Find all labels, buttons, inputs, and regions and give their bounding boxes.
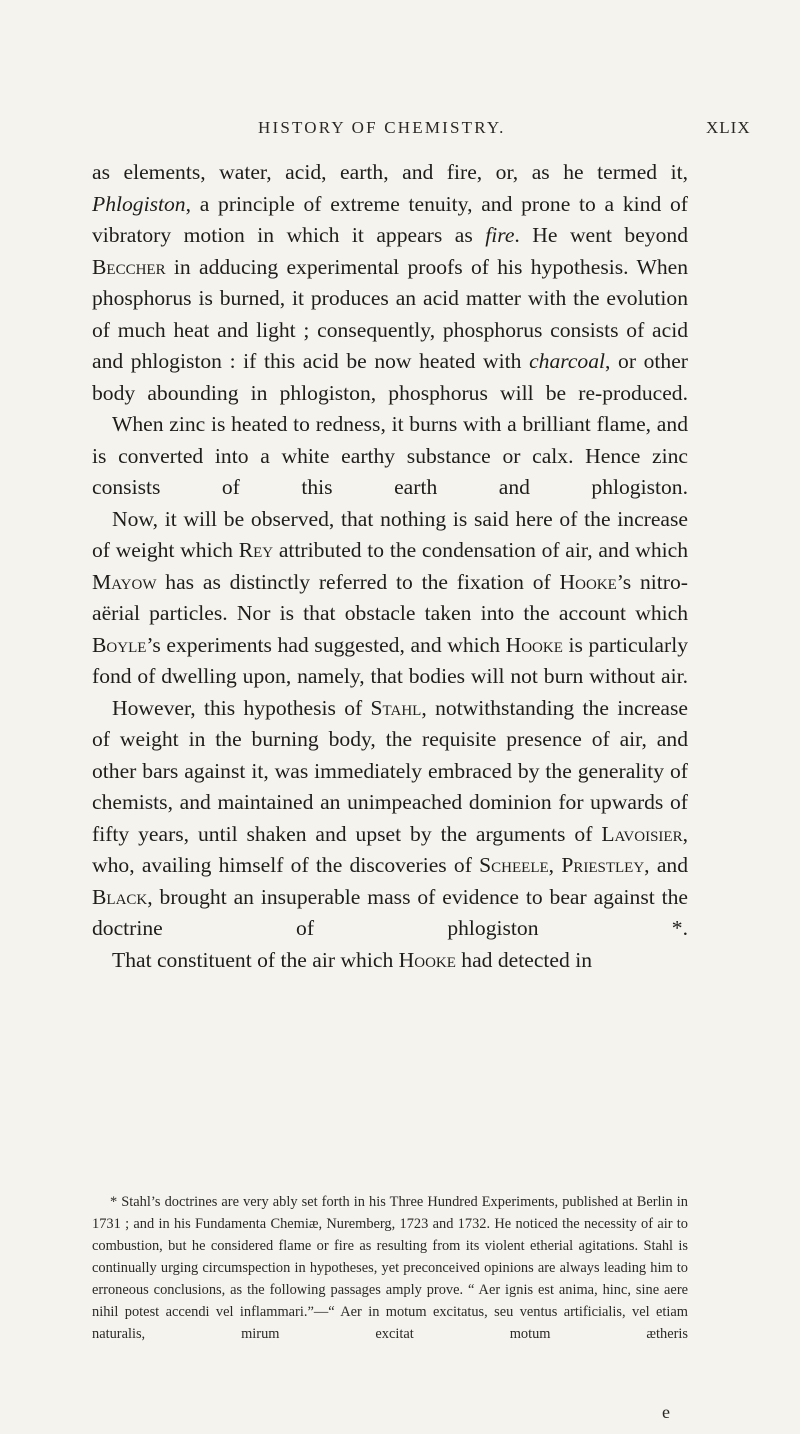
name-rey: Rey — [238, 538, 274, 562]
term-fire: fire — [485, 223, 515, 247]
page-header — [0, 118, 800, 144]
name-lavoisier: Lavoisier — [601, 821, 683, 846]
name-black: Black — [92, 884, 148, 909]
name-mayow: Mayow — [92, 569, 157, 594]
running-head: HISTORY OF CHEMISTRY. — [258, 118, 506, 137]
signature-mark: e — [662, 1402, 670, 1422]
name-boyle: Boyle — [92, 632, 147, 657]
paragraph-2: When zinc is heated to redness, it burns with a brilliant flame, and is converted into a white earthy substance or calx. Hence zinc consists of this earth and phlogiston. — [92, 412, 688, 499]
name-beccher: Beccher — [92, 254, 166, 279]
name-hooke: Hooke — [398, 947, 456, 972]
paragraph-5: That constituent of the air which Hooke had detected in — [112, 947, 593, 972]
body-text — [92, 157, 688, 976]
footnote — [92, 1191, 688, 1345]
paragraph-3: Now, it will be observed, that nothing is said here of the increase of weight which Rey attributed to the condensation of air, and which Mayow has as distinctly referred to the fixation of Hooke’s nitro-aërial particles. Nor is that obstacle taken into the account which Boyle’s experiments had suggested, and which Hooke is particularly fond of dwelling upon, namely, that bodies will not burn without air. — [92, 506, 688, 688]
name-priestley: Priestley — [561, 853, 645, 877]
term-phlogiston: Phlogiston — [92, 191, 186, 216]
page-number: XLIX — [706, 118, 751, 137]
name-stahl: Stahl — [370, 695, 422, 720]
name-hooke: Hooke — [559, 569, 617, 594]
footnote-text: * Stahl’s doctrines are very ably set forth in his Three Hundred Experiments, published at Berlin in 1731 ; and in his Fundamenta Chemiæ, Nuremberg, 1723 and 1732. He noticed the necessity of air to combustion, but he considered flame or fire as resulting from its violent etherial agitations. Stahl is continually urging circumspection in hypotheses, yet preconceived opinions are always leading him to erroneous conclusions, as the following passages amply prove. “ Aer ignis est anima, hinc, sine aere nihil potest accendi vel inflammari.”—“ Aer in motum excitatus, seu ventus artificialis, vel etiam naturalis, mirum excitat motum ætheris — [92, 1194, 688, 1342]
term-charcoal: charcoal — [529, 349, 606, 373]
name-scheele: Scheele — [479, 853, 549, 877]
paragraph-1: as elements, water, acid, earth, and fire, or, as he termed it, Phlogiston, a principle of extreme tenuity, and prone to a kind of vibratory motion in which it appears as fire. He went beyond Beccher in adducing experimental proofs of his hypothesis. When phosphorus is burned, it produces an acid matter with the evolution of much heat and light ; consequently, phosphorus consists of acid and phlogiston : if this acid be now heated with charcoal, or other body abounding in phlogiston, phosphorus will be re-produced. — [92, 160, 688, 405]
name-hooke: Hooke — [505, 632, 563, 657]
paragraph-4: However, this hypothesis of Stahl, notwithstanding the increase of weight in the burning body, the requisite presence of air, and other bars against it, was immediately embraced by the generality of chemists, and maintained an unimpeached dominion for upwards of fifty years, until shaken and upset by the arguments of Lavoisier, who, availing himself of the discoveries of Scheele, Priestley, and Black, brought an insuperable mass of evidence to bear against the doctrine of phlogiston *. — [92, 695, 688, 940]
